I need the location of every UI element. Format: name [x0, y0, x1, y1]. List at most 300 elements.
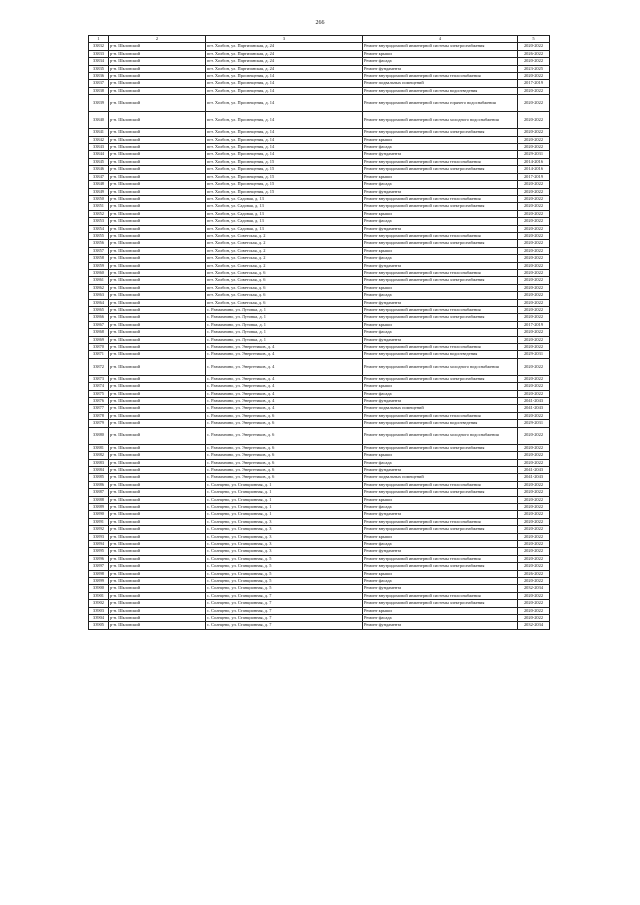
- period-cell: 2020-2022: [518, 240, 550, 247]
- table-row: [89, 336, 550, 343]
- period-cell: 2020-2022: [518, 412, 550, 419]
- address-cell: пгт. Холбон, ул. Советская, д. 6: [206, 284, 363, 291]
- row-number: 33878: [89, 412, 109, 419]
- work-type-cell: Ремонт фундамента: [363, 548, 518, 555]
- work-type-cell: Ремонт фундамента: [363, 225, 518, 232]
- period-cell: 2020-2022: [518, 511, 550, 518]
- district-cell: р-н. Шкловский: [109, 240, 206, 247]
- table-row: [89, 427, 550, 444]
- row-number: 33865: [89, 307, 109, 314]
- row-number: 33832: [89, 43, 109, 50]
- row-number: 33850: [89, 195, 109, 202]
- period-cell: 2029-2031: [518, 351, 550, 358]
- address-cell: с. Размахнино, ул. Энергетиков, д. 4: [206, 398, 363, 405]
- row-number: 33875: [89, 390, 109, 397]
- work-type-cell: Ремонт фасада: [363, 255, 518, 262]
- address-cell: с. Солнцево, ул. Станционная, д. 5: [206, 570, 363, 577]
- table-row: [89, 87, 550, 94]
- row-number: 33864: [89, 299, 109, 306]
- row-number: 33872: [89, 358, 109, 375]
- period-cell: 2032-2034: [518, 585, 550, 592]
- address-cell: с. Размахнино, ул. Лутовка, д. 1: [206, 336, 363, 343]
- period-cell: 2020-2022: [518, 73, 550, 80]
- table-row: [89, 375, 550, 382]
- row-number: 33900: [89, 585, 109, 592]
- period-cell: 2020-2022: [518, 277, 550, 284]
- district-cell: р-н. Шкловский: [109, 622, 206, 629]
- district-cell: р-н. Шкловский: [109, 570, 206, 577]
- work-type-cell: Ремонт фундамента: [363, 65, 518, 72]
- work-type-cell: Ремонт фасада: [363, 540, 518, 547]
- row-number: 33890: [89, 511, 109, 518]
- address-cell: с. Солнцево, ул. Станционная, д. 3: [206, 518, 363, 525]
- address-cell: пгт. Холбон, ул. Просвещения, д. 14: [206, 80, 363, 87]
- work-type-cell: Ремонт фундамента: [363, 622, 518, 629]
- table-row: [89, 358, 550, 375]
- table-row: [89, 203, 550, 210]
- period-cell: 2020-2022: [518, 489, 550, 496]
- district-cell: р-н. Шкловский: [109, 592, 206, 599]
- address-cell: пгт. Холбон, ул. Просвещения, д. 14: [206, 144, 363, 151]
- table-row: [89, 136, 550, 143]
- district-cell: р-н. Шкловский: [109, 466, 206, 473]
- district-cell: р-н. Шкловский: [109, 188, 206, 195]
- address-cell: пгт. Холбон, ул. Партизанская, д. 24: [206, 58, 363, 65]
- row-number: 33871: [89, 351, 109, 358]
- district-cell: р-н. Шкловский: [109, 136, 206, 143]
- district-cell: р-н. Шкловский: [109, 481, 206, 488]
- row-number: 33842: [89, 136, 109, 143]
- table-row: [89, 292, 550, 299]
- period-cell: 2020-2022: [518, 232, 550, 239]
- row-number: 33888: [89, 496, 109, 503]
- row-number: 33858: [89, 255, 109, 262]
- header-cell-1: 1: [89, 36, 109, 43]
- table-row: [89, 540, 550, 547]
- work-type-cell: Ремонт внутридомовой инженерной системы теплоснабжения: [363, 307, 518, 314]
- table-row: [89, 247, 550, 254]
- work-type-cell: Ремонт крыши: [363, 284, 518, 291]
- district-cell: р-н. Шкловский: [109, 321, 206, 328]
- row-number: 33866: [89, 314, 109, 321]
- period-cell: 2020-2022: [518, 269, 550, 276]
- address-cell: пгт. Холбон, ул. Просвещения, д. 15: [206, 158, 363, 165]
- header-cell-5: 5: [518, 36, 550, 43]
- address-cell: пгт. Холбон, ул. Просвещения, д. 15: [206, 166, 363, 173]
- district-cell: р-н. Шкловский: [109, 203, 206, 210]
- table-row: [89, 73, 550, 80]
- period-cell: 2020-2022: [518, 262, 550, 269]
- table-row: [89, 570, 550, 577]
- district-cell: р-н. Шкловский: [109, 511, 206, 518]
- work-type-cell: Ремонт фасада: [363, 58, 518, 65]
- table-row: [89, 398, 550, 405]
- period-cell: 2020-2022: [518, 336, 550, 343]
- period-cell: 2020-2022: [518, 444, 550, 451]
- district-cell: р-н. Шкловский: [109, 358, 206, 375]
- work-type-cell: Ремонт крыши: [363, 607, 518, 614]
- address-cell: пгт. Холбон, ул. Советская, д. 2: [206, 232, 363, 239]
- row-number: 33874: [89, 383, 109, 390]
- address-cell: пгт. Холбон, ул. Просвещения, д. 15: [206, 173, 363, 180]
- table-row: [89, 225, 550, 232]
- address-cell: пгт. Холбон, ул. Советская, д. 2: [206, 240, 363, 247]
- row-number: 33877: [89, 405, 109, 412]
- row-number: 33884: [89, 466, 109, 473]
- address-cell: с. Размахнино, ул. Энергетиков, д. 6: [206, 474, 363, 481]
- address-cell: с. Размахнино, ул. Лутовка, д. 1: [206, 307, 363, 314]
- work-type-cell: Ремонт фундамента: [363, 466, 518, 473]
- district-cell: р-н. Шкловский: [109, 607, 206, 614]
- district-cell: р-н. Шкловский: [109, 43, 206, 50]
- work-type-cell: Ремонт внутридомовой инженерной системы водоотведения: [363, 351, 518, 358]
- table-row: [89, 592, 550, 599]
- period-cell: 2014-2016: [518, 166, 550, 173]
- row-number: 33862: [89, 284, 109, 291]
- period-cell: 2020-2022: [518, 503, 550, 510]
- row-number: 33846: [89, 166, 109, 173]
- address-cell: пгт. Холбон, ул. Просвещения, д. 14: [206, 129, 363, 136]
- row-number: 33833: [89, 50, 109, 57]
- row-number: 33854: [89, 225, 109, 232]
- period-cell: 2020-2022: [518, 548, 550, 555]
- address-cell: пгт. Холбон, ул. Просвещения, д. 14: [206, 151, 363, 158]
- district-cell: р-н. Шкловский: [109, 292, 206, 299]
- row-number: 33840: [89, 112, 109, 129]
- header-cell-3: 3: [206, 36, 363, 43]
- row-number: 33860: [89, 269, 109, 276]
- district-cell: р-н. Шкловский: [109, 218, 206, 225]
- row-number: 33876: [89, 398, 109, 405]
- address-cell: пгт. Холбон, ул. Просвещения, д. 14: [206, 73, 363, 80]
- work-type-cell: Ремонт фасада: [363, 329, 518, 336]
- work-type-cell: Ремонт фасада: [363, 218, 518, 225]
- row-number: 33880: [89, 427, 109, 444]
- work-type-cell: Ремонт внутридомовой инженерной системы теплоснабжения: [363, 73, 518, 80]
- table-row: [89, 518, 550, 525]
- header-cell-2: 2: [109, 36, 206, 43]
- address-cell: пгт. Холбон, ул. Партизанская, д. 24: [206, 43, 363, 50]
- period-cell: 2020-2022: [518, 225, 550, 232]
- address-cell: с. Размахнино, ул. Энергетиков, д. 6: [206, 420, 363, 427]
- district-cell: р-н. Шкловский: [109, 600, 206, 607]
- table-row: [89, 459, 550, 466]
- row-number: 33847: [89, 173, 109, 180]
- address-cell: с. Размахнино, ул. Энергетиков, д. 4: [206, 344, 363, 351]
- work-type-cell: Ремонт внутридомовой инженерной системы электроснабжения: [363, 444, 518, 451]
- row-number: 33837: [89, 80, 109, 87]
- row-number: 33891: [89, 518, 109, 525]
- table-row: [89, 314, 550, 321]
- address-cell: с. Солнцево, ул. Станционная, д. 7: [206, 592, 363, 599]
- address-cell: пгт. Холбон, ул. Партизанская, д. 24: [206, 50, 363, 57]
- period-cell: 2020-2022: [518, 563, 550, 570]
- work-type-cell: Ремонт фасада: [363, 144, 518, 151]
- table-row: [89, 284, 550, 291]
- table-row: [89, 95, 550, 112]
- district-cell: р-н. Шкловский: [109, 585, 206, 592]
- address-cell: с. Размахнино, ул. Энергетиков, д. 6: [206, 459, 363, 466]
- table-row: [89, 65, 550, 72]
- period-cell: 2020-2022: [518, 255, 550, 262]
- address-cell: с. Размахнино, ул. Энергетиков, д. 4: [206, 375, 363, 382]
- address-cell: с. Солнцево, ул. Станционная, д. 3: [206, 526, 363, 533]
- district-cell: р-н. Шкловский: [109, 518, 206, 525]
- district-cell: р-н. Шкловский: [109, 548, 206, 555]
- work-type-cell: Ремонт внутридомовой инженерной системы теплоснабжения: [363, 344, 518, 351]
- table-row: [89, 548, 550, 555]
- work-type-cell: Ремонт крыши: [363, 383, 518, 390]
- table-row: [89, 526, 550, 533]
- row-number: 33893: [89, 533, 109, 540]
- row-number: 33905: [89, 622, 109, 629]
- period-cell: 2020-2022: [518, 136, 550, 143]
- work-type-cell: Ремонт крыши: [363, 136, 518, 143]
- period-cell: 2020-2022: [518, 390, 550, 397]
- table-row: [89, 299, 550, 306]
- row-number: 33894: [89, 540, 109, 547]
- work-type-cell: Ремонт внутридомовой инженерной системы теплоснабжения: [363, 158, 518, 165]
- row-number: 33882: [89, 452, 109, 459]
- period-cell: 2041-2043: [518, 398, 550, 405]
- district-cell: р-н. Шкловский: [109, 225, 206, 232]
- row-number: 33897: [89, 563, 109, 570]
- district-cell: р-н. Шкловский: [109, 398, 206, 405]
- table-row: [89, 173, 550, 180]
- address-cell: с. Солнцево, ул. Станционная, д. 5: [206, 563, 363, 570]
- address-cell: с. Солнцево, ул. Станционная, д. 3: [206, 540, 363, 547]
- period-cell: 2041-2043: [518, 474, 550, 481]
- table-row: [89, 383, 550, 390]
- district-cell: р-н. Шкловский: [109, 578, 206, 585]
- period-cell: 2020-2022: [518, 592, 550, 599]
- work-type-cell: Ремонт внутридомовой инженерной системы водоотведения: [363, 420, 518, 427]
- row-number: 33863: [89, 292, 109, 299]
- table-row: [89, 112, 550, 129]
- period-cell: 2020-2022: [518, 375, 550, 382]
- work-type-cell: Ремонт крыши: [363, 210, 518, 217]
- work-type-cell: Ремонт фасада: [363, 615, 518, 622]
- district-cell: р-н. Шкловский: [109, 540, 206, 547]
- address-cell: с. Размахнино, ул. Энергетиков, д. 4: [206, 383, 363, 390]
- row-number: 33848: [89, 181, 109, 188]
- address-cell: с. Размахнино, ул. Лутовка, д. 1: [206, 314, 363, 321]
- district-cell: р-н. Шкловский: [109, 65, 206, 72]
- district-cell: р-н. Шкловский: [109, 112, 206, 129]
- table-row: [89, 188, 550, 195]
- work-type-cell: Ремонт внутридомовой инженерной системы электроснабжения: [363, 489, 518, 496]
- address-cell: с. Размахнино, ул. Энергетиков, д. 4: [206, 405, 363, 412]
- address-cell: пгт. Холбон, ул. Просвещения, д. 14: [206, 136, 363, 143]
- period-cell: 2020-2022: [518, 292, 550, 299]
- address-cell: пгт. Холбон, ул. Советская, д. 2: [206, 255, 363, 262]
- table-row: [89, 255, 550, 262]
- period-cell: 2020-2022: [518, 210, 550, 217]
- work-type-cell: Ремонт внутридомовой инженерной системы электроснабжения: [363, 129, 518, 136]
- period-cell: 2020-2022: [518, 481, 550, 488]
- work-type-cell: Ремонт фундамента: [363, 511, 518, 518]
- period-cell: 2020-2022: [518, 299, 550, 306]
- table-row: [89, 615, 550, 622]
- district-cell: р-н. Шкловский: [109, 412, 206, 419]
- table-row: [89, 344, 550, 351]
- address-cell: с. Солнцево, ул. Станционная, д. 7: [206, 600, 363, 607]
- period-cell: 2032-2034: [518, 622, 550, 629]
- header-cell-4: 4: [363, 36, 518, 43]
- table-row: [89, 240, 550, 247]
- period-cell: 2020-2022: [518, 518, 550, 525]
- table-row: [89, 390, 550, 397]
- table-row: [89, 503, 550, 510]
- row-number: 33859: [89, 262, 109, 269]
- address-cell: с. Солнцево, ул. Станционная, д. 7: [206, 607, 363, 614]
- district-cell: р-н. Шкловский: [109, 129, 206, 136]
- work-type-cell: Ремонт внутридомовой инженерной системы теплоснабжения: [363, 195, 518, 202]
- period-cell: 2020-2022: [518, 427, 550, 444]
- period-cell: 2020-2022: [518, 459, 550, 466]
- work-type-cell: Ремонт фасада: [363, 390, 518, 397]
- period-cell: 2020-2022: [518, 329, 550, 336]
- period-cell: 2020-2022: [518, 43, 550, 50]
- row-number: 33868: [89, 329, 109, 336]
- table-row: [89, 195, 550, 202]
- address-cell: пгт. Холбон, ул. Просвещения, д. 15: [206, 188, 363, 195]
- row-number: 33853: [89, 218, 109, 225]
- address-cell: с. Солнцево, ул. Станционная, д. 1: [206, 489, 363, 496]
- period-cell: 2020-2022: [518, 144, 550, 151]
- row-number: 33887: [89, 489, 109, 496]
- period-cell: 2020-2022: [518, 129, 550, 136]
- period-cell: 2017-2019: [518, 173, 550, 180]
- work-type-cell: Ремонт внутридомовой инженерной системы теплоснабжения: [363, 481, 518, 488]
- work-type-cell: Ремонт фасада: [363, 503, 518, 510]
- row-number: 33849: [89, 188, 109, 195]
- work-type-cell: Ремонт фундамента: [363, 299, 518, 306]
- row-number: 33836: [89, 73, 109, 80]
- address-cell: с. Размахнино, ул. Энергетиков, д. 6: [206, 466, 363, 473]
- table-row: [89, 262, 550, 269]
- period-cell: 2017-2019: [518, 80, 550, 87]
- table-row: [89, 144, 550, 151]
- district-cell: р-н. Шкловский: [109, 503, 206, 510]
- work-type-cell: Ремонт фасада: [363, 292, 518, 299]
- district-cell: р-н. Шкловский: [109, 58, 206, 65]
- address-cell: пгт. Холбон, ул. Советская, д. 2: [206, 262, 363, 269]
- district-cell: р-н. Шкловский: [109, 73, 206, 80]
- table-row: [89, 321, 550, 328]
- table-row: [89, 232, 550, 239]
- work-type-cell: Ремонт крыши: [363, 50, 518, 57]
- district-cell: р-н. Шкловский: [109, 336, 206, 343]
- district-cell: р-н. Шкловский: [109, 444, 206, 451]
- work-type-cell: Ремонт фасада: [363, 181, 518, 188]
- table-row: [89, 277, 550, 284]
- address-cell: пгт. Холбон, ул. Просвещения, д. 15: [206, 181, 363, 188]
- table-row: [89, 218, 550, 225]
- address-cell: с. Размахнино, ул. Энергетиков, д. 6: [206, 444, 363, 451]
- district-cell: р-н. Шкловский: [109, 329, 206, 336]
- period-cell: 2020-2022: [518, 344, 550, 351]
- district-cell: р-н. Шкловский: [109, 277, 206, 284]
- address-cell: с. Солнцево, ул. Станционная, д. 1: [206, 511, 363, 518]
- period-cell: 2017-2019: [518, 321, 550, 328]
- table-row: [89, 511, 550, 518]
- table-row: [89, 210, 550, 217]
- table-row: [89, 329, 550, 336]
- period-cell: 2020-2022: [518, 188, 550, 195]
- period-cell: 2026-2022: [518, 50, 550, 57]
- table-row: [89, 412, 550, 419]
- table-row: [89, 351, 550, 358]
- district-cell: р-н. Шкловский: [109, 563, 206, 570]
- row-number: 33867: [89, 321, 109, 328]
- district-cell: р-н. Шкловский: [109, 420, 206, 427]
- work-type-cell: Ремонт внутридомовой инженерной системы теплоснабжения: [363, 518, 518, 525]
- row-number: 33857: [89, 247, 109, 254]
- work-type-cell: Ремонт внутридомовой инженерной системы теплоснабжения: [363, 412, 518, 419]
- district-cell: р-н. Шкловский: [109, 158, 206, 165]
- period-cell: 2020-2022: [518, 607, 550, 614]
- work-type-cell: Ремонт внутридомовой инженерной системы горячего водоснабжения: [363, 95, 518, 112]
- period-cell: 2026-2022: [518, 570, 550, 577]
- work-type-cell: Ремонт фундамента: [363, 398, 518, 405]
- row-number: 33856: [89, 240, 109, 247]
- district-cell: р-н. Шкловский: [109, 144, 206, 151]
- period-cell: 2020-2022: [518, 496, 550, 503]
- table-row: [89, 269, 550, 276]
- district-cell: р-н. Шкловский: [109, 87, 206, 94]
- address-cell: с. Солнцево, ул. Станционная, д. 7: [206, 615, 363, 622]
- period-cell: 2041-2043: [518, 466, 550, 473]
- period-cell: 2029-2031: [518, 151, 550, 158]
- work-type-cell: Ремонт фундамента: [363, 262, 518, 269]
- district-cell: р-н. Шкловский: [109, 181, 206, 188]
- period-cell: 2020-2022: [518, 218, 550, 225]
- table-row: [89, 474, 550, 481]
- row-number: 33870: [89, 344, 109, 351]
- address-cell: с. Солнцево, ул. Станционная, д. 3: [206, 548, 363, 555]
- period-cell: 2023-2025: [518, 65, 550, 72]
- district-cell: р-н. Шкловский: [109, 489, 206, 496]
- table-row: [89, 444, 550, 451]
- table-row: [89, 489, 550, 496]
- table-row: [89, 129, 550, 136]
- district-cell: р-н. Шкловский: [109, 195, 206, 202]
- work-type-cell: Ремонт фундамента: [363, 585, 518, 592]
- district-cell: р-н. Шкловский: [109, 383, 206, 390]
- address-cell: пгт. Холбон, ул. Садовая, д. 13: [206, 225, 363, 232]
- register-table: [88, 35, 550, 630]
- row-number: 33839: [89, 95, 109, 112]
- district-cell: р-н. Шкловский: [109, 166, 206, 173]
- table-row: [89, 563, 550, 570]
- period-cell: 2020-2022: [518, 58, 550, 65]
- table-row: [89, 420, 550, 427]
- table-row: [89, 405, 550, 412]
- district-cell: р-н. Шкловский: [109, 459, 206, 466]
- period-cell: 2020-2022: [518, 383, 550, 390]
- address-cell: с. Размахнино, ул. Энергетиков, д. 4: [206, 351, 363, 358]
- table-row: [89, 466, 550, 473]
- district-cell: р-н. Шкловский: [109, 452, 206, 459]
- period-cell: 2020-2022: [518, 247, 550, 254]
- address-cell: пгт. Холбон, ул. Садовая, д. 13: [206, 203, 363, 210]
- row-number: 33843: [89, 144, 109, 151]
- header-row: [89, 36, 550, 43]
- address-cell: с. Солнцево, ул. Станционная, д. 1: [206, 481, 363, 488]
- address-cell: пгт. Холбон, ул. Садовая, д. 13: [206, 195, 363, 202]
- row-number: 33835: [89, 65, 109, 72]
